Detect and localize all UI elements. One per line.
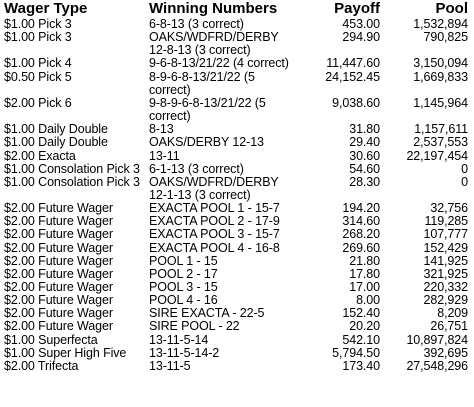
pool-cell: 392,695 <box>423 345 468 360</box>
wager-type-cell: $1.00 Daily Double <box>4 135 108 150</box>
payoff-cell: 542.10 <box>342 332 380 347</box>
winning-numbers-cell: 12-8-13 (3 correct) <box>149 43 251 58</box>
payoff-cell: 17.00 <box>349 280 380 294</box>
pool-cell: 3,150,094 <box>413 56 468 71</box>
payoff-cell: 194.20 <box>342 201 380 216</box>
payoff-cell: 30.60 <box>349 148 380 163</box>
wager-type-cell: $2.00 Future Wager <box>4 280 113 294</box>
pool-cell: 1,532,894 <box>413 17 468 31</box>
wager-type-cell: $2.00 Exacta <box>4 148 76 163</box>
payoff-cell: 29.40 <box>349 135 380 150</box>
pool-cell: 22,197,454 <box>406 148 468 163</box>
winning-numbers-cell: 12-1-13 (3 correct) <box>149 187 251 202</box>
wager-type-cell: $1.00 Consolation Pick 3 <box>4 174 140 189</box>
winning-numbers-cell: 13-11-5-14-2 <box>149 345 220 360</box>
payoff-cell: 5,794.50 <box>332 345 380 360</box>
winning-numbers-cell: 9-8-9-6-8-13/21/22 (5 <box>149 95 266 110</box>
winning-numbers-cell: correct) <box>149 109 191 124</box>
payoff-cell: 20.20 <box>349 319 380 334</box>
winning-numbers-cell: POOL 3 - 15 <box>149 280 218 294</box>
winning-numbers-cell: POOL 1 - 15 <box>149 253 218 268</box>
wager-type-cell: $2.00 Future Wager <box>4 214 113 229</box>
winning-numbers-cell: 6-8-13 (3 correct) <box>149 17 244 31</box>
pool-cell: 152,429 <box>423 240 468 255</box>
wager-type-cell: $1.00 Daily Double <box>4 122 108 137</box>
wager-type-cell: $1.00 Superfecta <box>4 332 98 347</box>
wager-type-cell: $1.00 Pick 3 <box>4 17 72 31</box>
wager-type-cell: $2.00 Future Wager <box>4 253 113 268</box>
wager-type-cell: $2.00 Future Wager <box>4 319 113 334</box>
winning-numbers-cell: POOL 4 - 16 <box>149 293 218 308</box>
pool-cell: 26,751 <box>430 319 468 334</box>
payoff-cell: 17.80 <box>349 266 380 281</box>
pool-cell: 107,777 <box>423 227 468 242</box>
wager-type-cell: $2.00 Future Wager <box>4 201 113 216</box>
winning-numbers-cell: 8-13 <box>149 122 174 137</box>
winning-numbers-cell: SIRE EXACTA - 22-5 <box>149 306 265 321</box>
pool-cell: 1,145,964 <box>413 95 468 110</box>
winning-numbers-cell: EXACTA POOL 2 - 17-9 <box>149 214 280 229</box>
winning-numbers-cell: 13-11 <box>149 148 180 163</box>
winning-numbers-cell: OAKS/DERBY 12-13 <box>149 135 264 150</box>
payoff-cell: 268.20 <box>342 227 380 242</box>
payoff-cell: 21.80 <box>349 253 380 268</box>
wager-type-cell: $2.00 Future Wager <box>4 266 113 281</box>
winning-numbers-cell: POOL 2 - 17 <box>149 266 218 281</box>
payoff-cell: 152.40 <box>342 306 380 321</box>
payoff-cell: 24,152.45 <box>325 69 380 84</box>
pool-cell: 0 <box>461 174 468 189</box>
payoff-cell: 269.60 <box>342 240 380 255</box>
pool-cell: 32,756 <box>430 201 468 216</box>
wager-type-cell: $1.00 Super High Five <box>4 345 127 360</box>
pool-cell: 2,537,553 <box>413 135 468 150</box>
wager-type-cell: $2.00 Future Wager <box>4 293 113 308</box>
payoff-cell: 54.60 <box>349 161 380 176</box>
payoff-cell: 28.30 <box>349 174 380 189</box>
winning-numbers-cell: EXACTA POOL 1 - 15-7 <box>149 201 280 216</box>
pool-cell: 790,825 <box>423 30 468 45</box>
winning-numbers-cell: EXACTA POOL 3 - 15-7 <box>149 227 280 242</box>
winning-numbers-cell: 13-11-5 <box>149 358 191 373</box>
winning-numbers-cell: 13-11-5-14 <box>149 332 209 347</box>
payoff-cell: 31.80 <box>349 122 380 137</box>
header-payoff: Payoff <box>334 0 380 17</box>
winning-numbers-cell: SIRE POOL - 22 <box>149 319 240 334</box>
winning-numbers-cell: correct) <box>149 82 191 97</box>
payoff-cell: 9,038.60 <box>332 95 380 110</box>
header-pool: Pool <box>435 0 468 17</box>
pool-cell: 119,285 <box>424 214 468 229</box>
pool-cell: 1,157,611 <box>414 122 468 137</box>
payoff-cell: 11,447.60 <box>326 56 380 71</box>
wager-type-cell: $2.00 Pick 6 <box>4 95 72 110</box>
pool-cell: 321,925 <box>423 266 468 281</box>
header-winning-numbers: Winning Numbers <box>149 0 278 17</box>
wager-type-cell: $2.00 Future Wager <box>4 306 113 321</box>
winning-numbers-cell: 6-1-13 (3 correct) <box>149 161 244 176</box>
payoff-cell: 173.40 <box>342 358 380 373</box>
winning-numbers-cell: EXACTA POOL 4 - 16-8 <box>149 240 280 255</box>
header-wager-type: Wager Type <box>4 0 88 17</box>
wager-type-cell: $2.00 Trifecta <box>4 358 79 373</box>
winning-numbers-cell: OAKS/WDFRD/DERBY <box>149 174 279 189</box>
wager-type-cell: $1.00 Pick 4 <box>4 56 72 71</box>
wager-type-cell: $0.50 Pick 5 <box>4 69 72 84</box>
payoff-cell: 453.00 <box>342 17 380 31</box>
wager-type-cell: $2.00 Future Wager <box>4 227 113 242</box>
payoff-cell: 294.90 <box>342 30 380 45</box>
payoff-cell: 8.00 <box>356 293 380 308</box>
pool-cell: 141,925 <box>423 253 468 268</box>
pool-cell: 282,929 <box>423 293 468 308</box>
pool-cell: 27,548,296 <box>406 358 468 373</box>
payoff-cell: 314.60 <box>342 214 380 229</box>
wager-type-cell: $1.00 Pick 3 <box>4 30 72 45</box>
pool-cell: 8,209 <box>437 306 468 321</box>
pool-cell: 1,669,833 <box>413 69 468 84</box>
pool-cell: 0 <box>461 161 468 176</box>
pool-cell: 220,332 <box>423 280 468 294</box>
winning-numbers-cell: OAKS/WDFRD/DERBY <box>149 30 279 45</box>
wager-type-cell: $1.00 Consolation Pick 3 <box>4 161 140 176</box>
wager-type-cell: $2.00 Future Wager <box>4 240 113 255</box>
pool-cell: 10,897,824 <box>406 332 468 347</box>
winning-numbers-cell: 8-9-6-8-13/21/22 (5 <box>149 69 255 84</box>
winning-numbers-cell: 9-6-8-13/21/22 (4 correct) <box>149 56 289 71</box>
